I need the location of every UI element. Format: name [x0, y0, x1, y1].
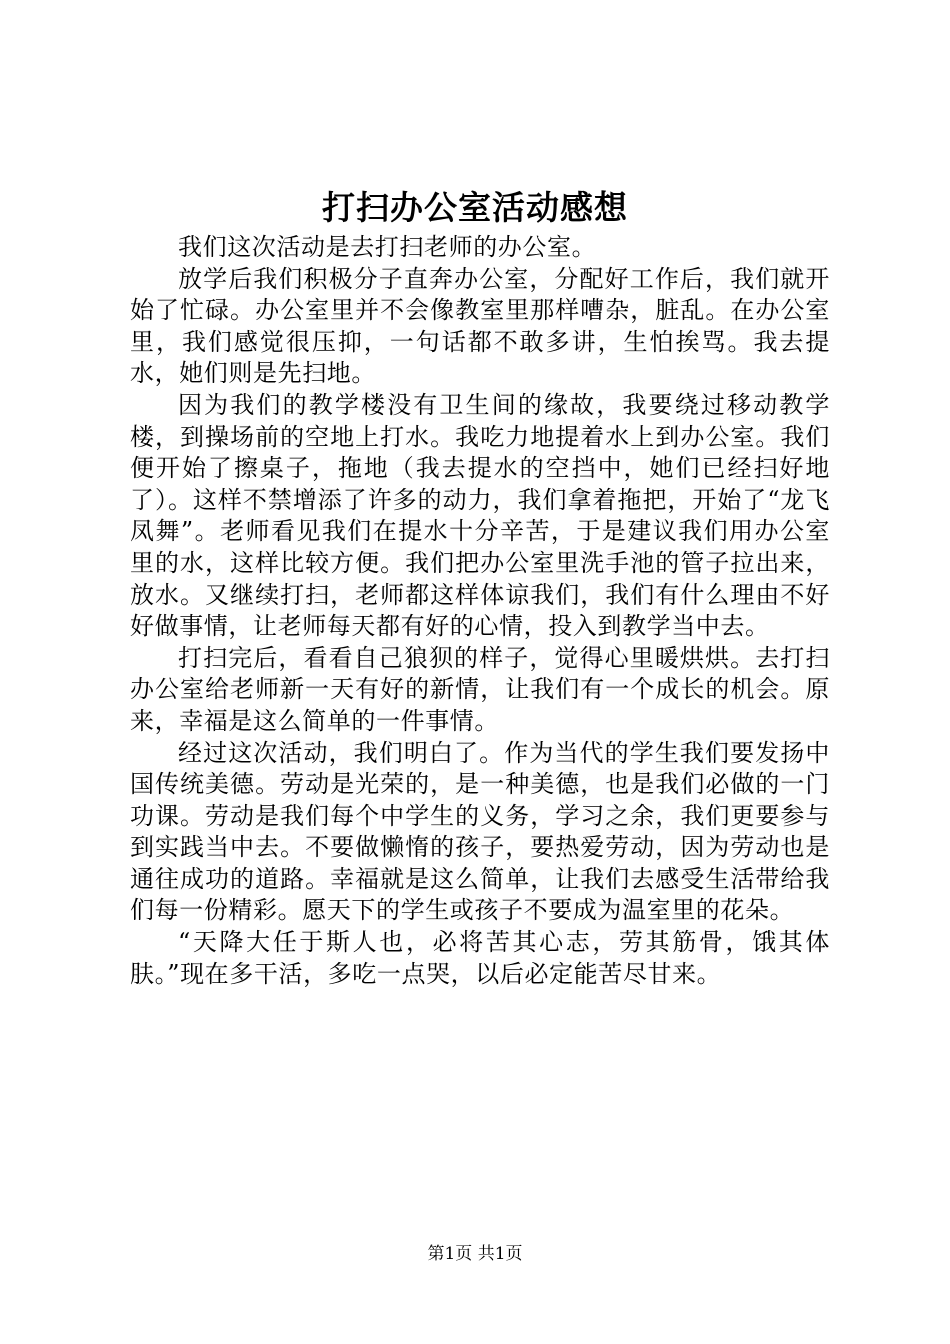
document-body	[130, 232, 830, 990]
paragraph-1: 我们这次活动是去打扫老师的办公室。	[178, 233, 597, 261]
paragraph-5: 经过这次活动，我们明白了。作为当代的学生我们要发扬中国传统美德。劳动是光荣的，是一种美德，也是我们必做的一门功课。劳动是我们每个中学生的义务，学习之余，我们更要参与到实践当中去。不要做懒惰的孩子，要热爱劳动，因为劳动也是通往成功的道路。幸福就是这么简单，让我们去感受生活带给我们每一份精彩。愿天下的学生或孩子不要成为温室里的花朵。	[130, 738, 830, 925]
document-title: 打扫办公室活动感想	[322, 188, 628, 227]
paragraph-2: 放学后我们积极分子直奔办公室，分配好工作后，我们就开始了忙碌。办公室里并不会像教室里那样嘈杂，脏乱。在办公室里，我们感觉很压抑，一句话都不敢多讲，生怕挨骂。我去提水，她们则是先扫地。	[130, 264, 830, 388]
page-footer: 第1页 共1页	[427, 1244, 523, 1264]
paragraph-6: “天降大任于斯人也，必将苦其心志，劳其筋骨，饿其体肤。”现在多干活，多吃一点哭，以后必定能苦尽甘来。	[130, 928, 830, 988]
paragraph-3: 因为我们的教学楼没有卫生间的缘故，我要绕过移动教学楼，到操场前的空地上打水。我吃力地提着水上到办公室。我们便开始了擦桌子，拖地（我去提水的空挡中，她们已经扫好地了）。这样不禁增添了许多的动力，我们拿着拖把，开始了“龙飞凤舞”。老师看见我们在提水十分辛苦，于是建议我们用办公室里的水，这样比较方便。我们把办公室里洗手池的管子拉出来，放水。又继续打扫，老师都这样体谅我们，我们有什么理由不好好做事情，让老师每天都有好的心情，投入到教学当中去。	[130, 390, 830, 641]
paragraph-4: 打扫完后，看看自己狼狈的样子，觉得心里暖烘烘。去打扫办公室给老师新一天有好的新情，让我们有一个成长的机会。原来，幸福是这么简单的一件事情。	[130, 643, 830, 735]
